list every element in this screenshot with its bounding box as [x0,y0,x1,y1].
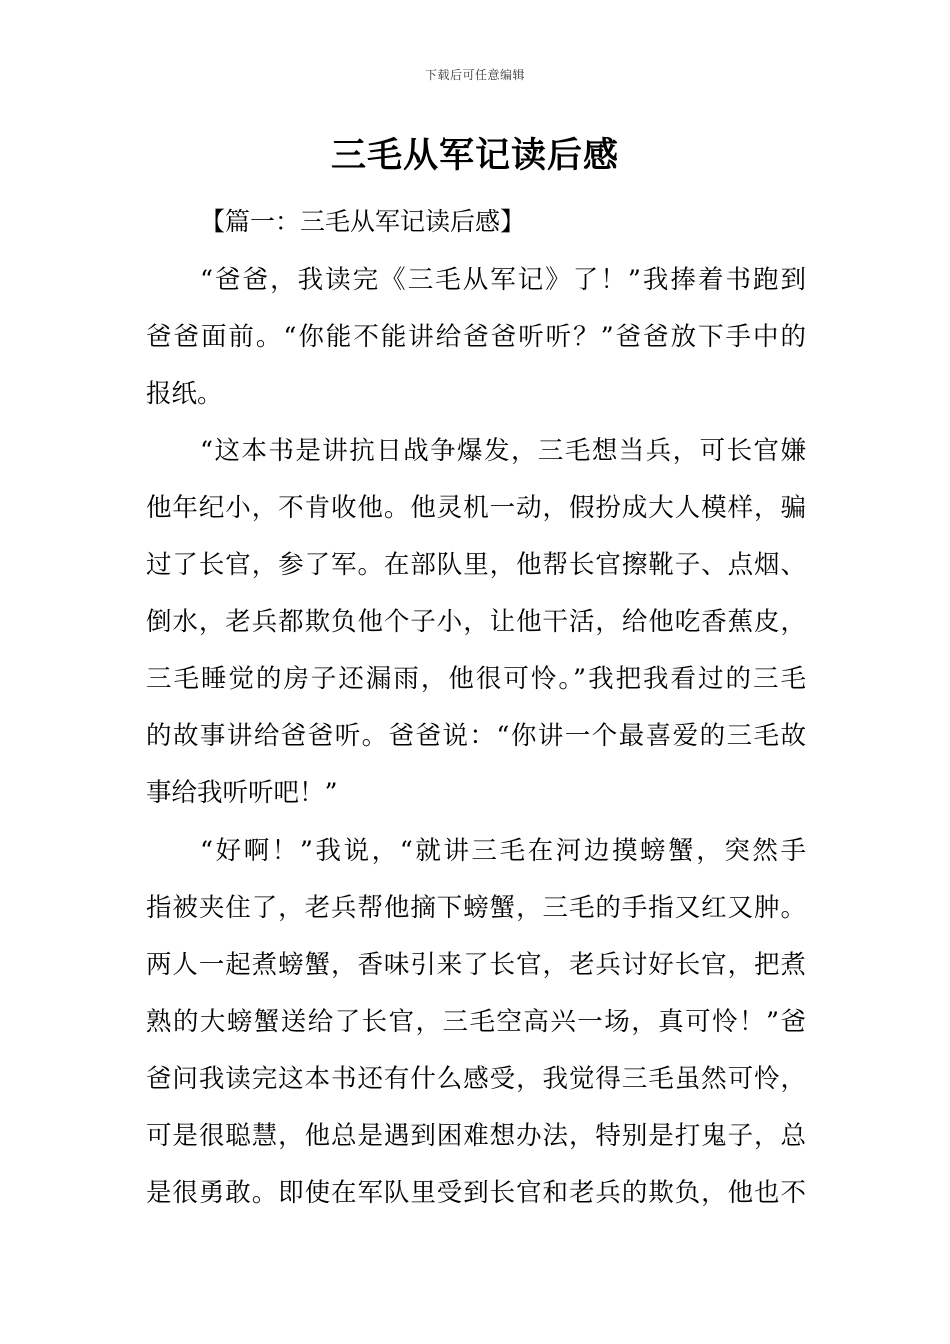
paragraph-line: 事给我听听吧！” [146,778,338,808]
paragraph-line: “好啊！”我说，“就讲三毛在河边摸螃蟹，突然手 [200,836,806,866]
paragraph-line: 倒水，老兵都欺负他个子小，让他干活，给他吃香蕉皮， [146,607,806,637]
paragraph-line: 的故事讲给爸爸听。爸爸说：“你讲一个最喜爱的三毛故 [146,721,806,751]
paragraph-line: 爸问我读完这本书还有什么感受，我觉得三毛虽然可怜， [146,1064,806,1094]
paragraph-line: 熟的大螃蟹送给了长官，三毛空高兴一场，真可怜！”爸 [146,1007,806,1037]
paragraph-line: “这本书是讲抗日战争爆发，三毛想当兵，可长官嫌 [200,436,806,466]
paragraph-line: 爸爸面前。“你能不能讲给爸爸听听？”爸爸放下手中的 [146,322,806,352]
paragraph-line: 过了长官，参了军。在部队里，他帮长官擦靴子、点烟、 [146,550,806,580]
paragraph-line: 指被夹住了，老兵帮他摘下螃蟹，三毛的手指又红又肿。 [146,893,806,923]
document-title: 三毛从军记读后感 [330,136,619,176]
paragraph-line: 是很勇敢。即使在军队里受到长官和老兵的欺负，他也不 [146,1178,806,1208]
paragraph-line: “爸爸，我读完《三毛从军记》了！”我捧着书跑到 [200,265,806,295]
paragraph-line: 三毛睡觉的房子还漏雨，他很可怜。”我把我看过的三毛 [146,664,806,694]
paragraph-line: 可是很聪慧，他总是遇到困难想办法，特别是打鬼子，总 [146,1121,806,1151]
section-heading: 【篇一：三毛从军记读后感】 [200,207,526,236]
paragraph-line: 报纸。 [146,379,223,409]
paragraph-line: 两人一起煮螃蟹，香味引来了长官，老兵讨好长官，把煮 [146,950,806,980]
header-note: 下载后可任意编辑 [424,68,525,82]
paragraph-line: 他年纪小，不肯收他。他灵机一动，假扮成大人模样，骗 [146,493,806,523]
